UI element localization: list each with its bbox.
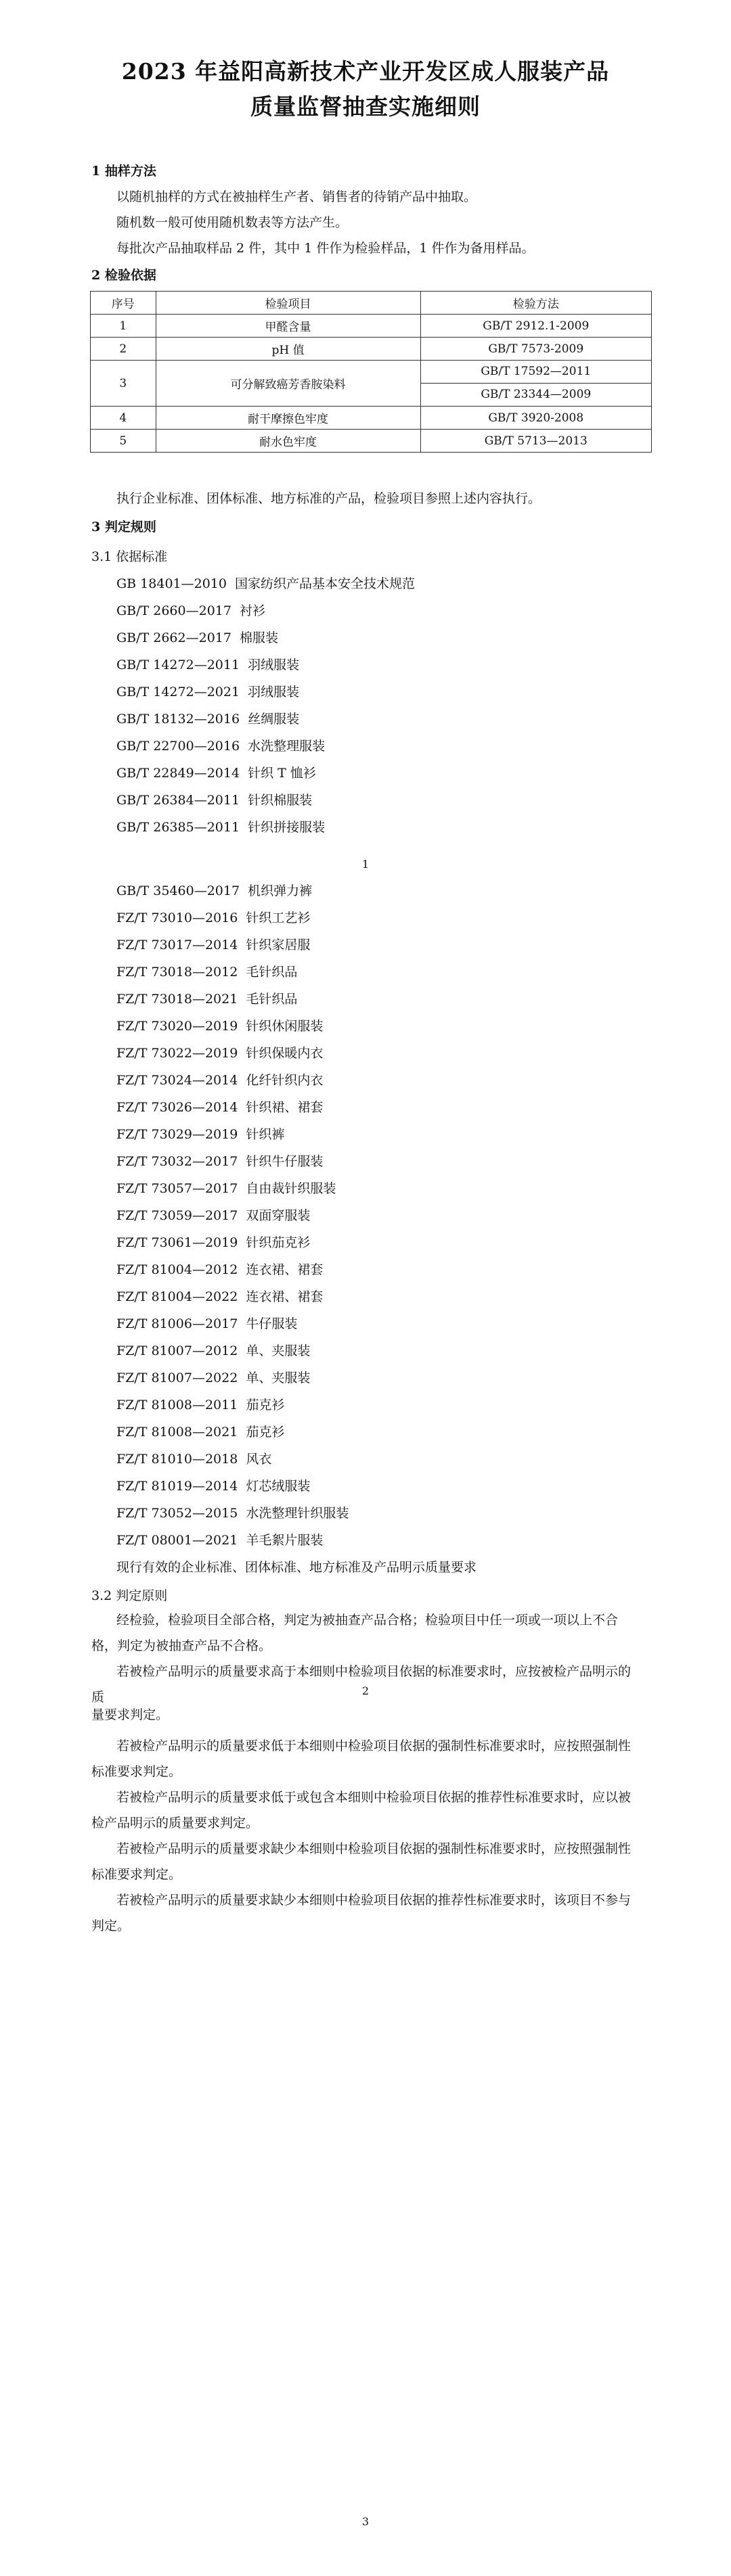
table-row bbox=[91, 430, 652, 453]
document-title-line2: 质量监督抽查实施细则 bbox=[250, 93, 481, 120]
judgement-paragraph: 若被检产品明示的质量要求低于本细则中检验项目依据的强制性标准要求时，应按照强制性标准要求判定。 bbox=[91, 1739, 632, 1779]
standard-item: FZ/T 81004—2012 连衣裙、裙套 bbox=[116, 1262, 324, 1277]
standard-item: FZ/T 73022—2019 针织保暖内衣 bbox=[116, 1046, 324, 1061]
table-cell-method: GB/T 2912.1-2009 bbox=[420, 315, 651, 338]
table-cell-no: 1 bbox=[91, 315, 156, 338]
standard-item: GB/T 35460—2017 机织弹力裤 bbox=[116, 883, 313, 898]
table-cell-no: 4 bbox=[91, 407, 156, 430]
standard-item: FZ/T 81004—2022 连衣裙、裙套 bbox=[116, 1289, 324, 1304]
table-row bbox=[91, 407, 652, 430]
judgement-paragraph: 若被检产品明示的质量要求缺少本细则中检验项目依据的推荐性标准要求时，该项目不参与判定。 bbox=[91, 1893, 632, 1933]
table-row bbox=[91, 315, 652, 338]
standard-item: FZ/T 81008—2021 茄克衫 bbox=[116, 1425, 285, 1440]
standard-item: FZ/T 73018—2021 毛针织品 bbox=[116, 992, 298, 1007]
table-header-cell: 检验方法 bbox=[420, 292, 651, 315]
table-cell-no: 5 bbox=[91, 430, 156, 453]
standard-item: GB/T 14272—2021 羽绒服装 bbox=[116, 685, 300, 699]
section-3-heading: 3 判定规则 bbox=[91, 520, 156, 534]
table-row bbox=[91, 338, 652, 361]
standard-item: FZ/T 73032—2017 针织牛仔服装 bbox=[116, 1154, 324, 1169]
section-1-heading: 1 抽样方法 bbox=[91, 164, 156, 179]
judgement-paragraph: 若被检产品明示的质量要求低于或包含本细则中检验项目依据的推荐性标准要求时，应以被检产品明示的质量要求判定。 bbox=[91, 1790, 632, 1831]
standard-item: GB/T 2660—2017 衬衫 bbox=[116, 603, 266, 618]
inspection-table bbox=[90, 291, 652, 453]
standard-item: FZ/T 81008—2011 茄克衫 bbox=[116, 1398, 285, 1412]
standard-item: GB/T 14272—2011 羽绒服装 bbox=[116, 658, 300, 672]
standard-item: FZ/T 73020—2019 针织休闲服装 bbox=[116, 1019, 324, 1034]
page-number: 1 bbox=[361, 858, 370, 871]
table-cell-item: 可分解致癌芳香胺染料 bbox=[156, 361, 420, 407]
judgement-paragraph: 经检验，检验项目全部合格，判定为被抽查产品合格；检验项目中任一项或一项以上不合格，判定为被抽查产品不合格。 bbox=[91, 1613, 619, 1653]
standard-item: GB 18401—2010 国家纺织产品基本安全技术规范 bbox=[116, 576, 416, 591]
table-cell-item: pH 值 bbox=[156, 338, 420, 361]
standard-item: FZ/T 73024—2014 化纤针织内衣 bbox=[116, 1073, 324, 1088]
section-3-2-heading: 3.2 判定原则 bbox=[91, 1588, 168, 1603]
table-header-cell: 检验项目 bbox=[156, 292, 420, 315]
table-cell-method: GB/T 17592—2011 bbox=[481, 365, 592, 378]
standard-item: FZ/T 08001—2021 羊毛絮片服装 bbox=[116, 1533, 324, 1548]
standard-item: FZ/T 73052—2015 水洗整理针织服装 bbox=[116, 1506, 349, 1521]
table-header-cell: 序号 bbox=[91, 292, 156, 315]
section-2-heading: 2 检验依据 bbox=[91, 268, 156, 283]
section-1-paragraph: 以随机抽样的方式在被抽样生产者、销售者的待销产品中抽取。 bbox=[116, 189, 477, 204]
table-cell-method: GB/T 3920-2008 bbox=[420, 407, 651, 430]
standard-item: FZ/T 81006—2017 牛仔服装 bbox=[116, 1316, 298, 1331]
table-cell-item: 耐干摩擦色牢度 bbox=[156, 407, 420, 430]
table-header-row bbox=[91, 292, 652, 315]
standard-item: FZ/T 81007—2022 单、夹服装 bbox=[116, 1371, 311, 1385]
table-cell-method: GB/T 7573-2009 bbox=[420, 338, 651, 361]
section-1-paragraph: 每批次产品抽取样品 2 件，其中 1 件作为检验样品，1 件作为备用样品。 bbox=[116, 241, 535, 256]
page-number: 2 bbox=[361, 1684, 370, 1697]
judgement-paragraph: 若被检产品明示的质量要求缺少本细则中检验项目依据的强制性标准要求时，应按照强制性标准要求判定。 bbox=[91, 1841, 632, 1882]
standard-item: FZ/T 81007—2012 单、夹服装 bbox=[116, 1343, 311, 1358]
section-3-1-note: 现行有效的企业标准、团体标准、地方标准及产品明示质量要求 bbox=[116, 1560, 477, 1575]
standard-item: FZ/T 73059—2017 双面穿服装 bbox=[116, 1208, 311, 1223]
standard-item: GB/T 2662—2017 棉服装 bbox=[116, 630, 279, 645]
table-cell-method: GB/T 23344—2009 bbox=[421, 383, 651, 406]
table-cell-method: GB/T 5713—2013 bbox=[420, 430, 651, 453]
standard-item: FZ/T 81010—2018 风衣 bbox=[116, 1452, 272, 1467]
standard-item: FZ/T 73057—2017 自由裁针织服装 bbox=[116, 1181, 336, 1196]
table-cell-item: 耐水色牢度 bbox=[156, 430, 420, 453]
standard-item: FZ/T 73010—2016 针织工艺衫 bbox=[116, 911, 311, 925]
standard-item: FZ/T 73061—2019 针织茄克衫 bbox=[116, 1235, 311, 1250]
standard-item: GB/T 26385—2011 针织拼接服装 bbox=[116, 820, 326, 835]
table-cell-no: 2 bbox=[91, 338, 156, 361]
standard-item: FZ/T 73018—2012 毛针织品 bbox=[116, 965, 298, 980]
standard-item: FZ/T 73029—2019 针织裤 bbox=[116, 1127, 285, 1142]
judgement-paragraph: 若被检产品明示的质量要求高于本细则中检验项目依据的标准要求时，应按被检产品明示的质 bbox=[91, 1664, 632, 1705]
section-1-paragraph: 随机数一般可使用随机数表等方法产生。 bbox=[116, 215, 349, 230]
standard-item: FZ/T 81019—2014 灯芯绒服装 bbox=[116, 1479, 311, 1494]
standard-item: GB/T 18132—2016 丝绸服装 bbox=[116, 712, 300, 727]
standard-item: FZ/T 73026—2014 针织裙、裙套 bbox=[116, 1100, 324, 1115]
document-title-line1: 2023 年益阳高新技术产业开发区成人服装产品 bbox=[121, 58, 610, 85]
table-cell-methods bbox=[420, 361, 651, 407]
table-cell-item: 甲醛含量 bbox=[156, 315, 420, 338]
standard-item: GB/T 22849—2014 针织 T 恤衫 bbox=[116, 766, 316, 781]
section-2-note: 执行企业标准、团体标准、地方标准的产品，检验项目参照上述内容执行。 bbox=[116, 491, 541, 506]
table-cell-no: 3 bbox=[91, 361, 156, 407]
section-3-1-heading: 3.1 依据标准 bbox=[91, 549, 168, 564]
table-row bbox=[91, 361, 652, 407]
judgement-paragraph-continued: 量要求判定。 bbox=[91, 1707, 169, 1722]
page-number: 3 bbox=[361, 2515, 370, 2528]
standard-item: FZ/T 73017—2014 针织家居服 bbox=[116, 938, 311, 952]
standard-item: GB/T 22700—2016 水洗整理服装 bbox=[116, 739, 326, 754]
standard-item: GB/T 26384—2011 针织棉服装 bbox=[116, 793, 313, 808]
